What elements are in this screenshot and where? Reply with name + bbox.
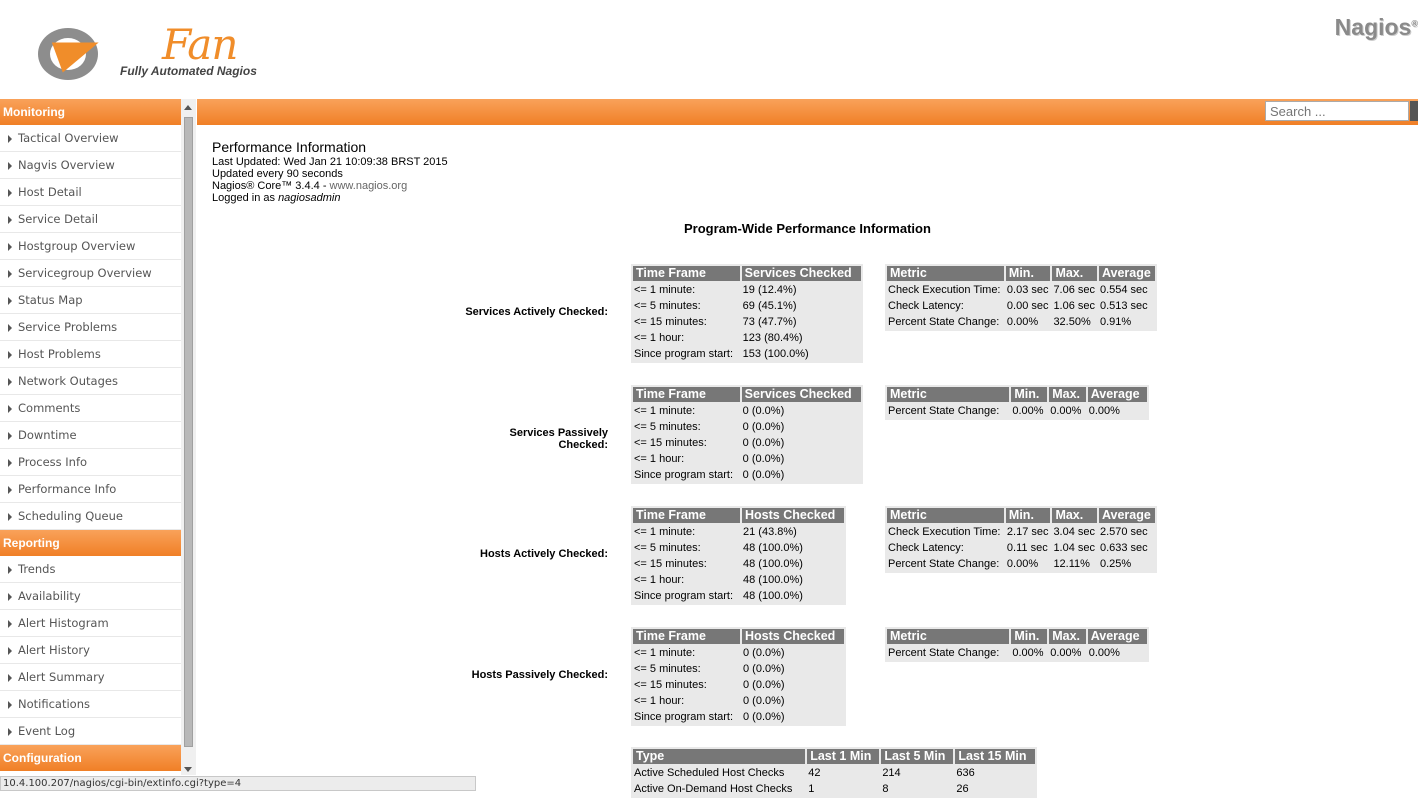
time-frame-table-hosts-actively-checked — [631, 506, 846, 605]
sidebar-item-service-problems[interactable] — [0, 314, 181, 341]
table-row — [633, 283, 861, 297]
sidebar-item-label: Service Problems — [18, 320, 118, 334]
sidebar-item-scheduling-queue[interactable] — [0, 503, 181, 530]
core-version-text: Nagios® Core™ 3.4.4 - — [212, 180, 330, 192]
sidebar-section-reporting[interactable]: Reporting — [0, 530, 181, 556]
caret-right-icon — [8, 432, 12, 440]
table-cell: <= 15 minutes: — [634, 437, 707, 449]
column-header: Metric — [887, 508, 1004, 523]
table-header-row — [887, 508, 1155, 523]
table-row — [633, 646, 844, 660]
column-header: Max. — [1049, 387, 1086, 402]
table-cell: 0 (0.0%) — [742, 405, 785, 417]
sidebar-item-label: Nagvis Overview — [18, 158, 115, 172]
table-cell: 0 (0.0%) — [743, 711, 785, 723]
table-row — [633, 452, 861, 466]
table-cell: 0 (0.0%) — [742, 469, 785, 481]
sidebar-item-comments[interactable] — [0, 395, 181, 422]
table-header-row — [887, 629, 1147, 644]
metric-table-services-actively-checked — [885, 264, 1157, 331]
table-cell: 8 — [882, 783, 889, 795]
sidebar-section-monitoring[interactable]: Monitoring — [0, 99, 181, 125]
time-frame-table-hosts-passively-checked — [631, 627, 846, 726]
fan-wordmark: Fan — [162, 20, 238, 69]
sidebar-item-label: Alert Summary — [18, 670, 105, 684]
sidebar-item-label: Tactical Overview — [18, 131, 119, 145]
core-version — [212, 180, 448, 192]
sidebar-item-servicegroup-overview[interactable] — [0, 260, 181, 287]
sidebar-item-label: Performance Info — [18, 482, 117, 496]
header — [0, 0, 1418, 100]
sidebar-item-process-info[interactable] — [0, 449, 181, 476]
metric-table-hosts-passively-checked — [885, 627, 1149, 662]
table-row — [887, 404, 1147, 418]
table-cell: Since program start: — [634, 348, 734, 360]
caret-right-icon — [8, 378, 12, 386]
table-cell: 0.11 sec — [1006, 542, 1048, 554]
table-cell: 0.00% — [1006, 316, 1039, 328]
last-updated: Last Updated: Wed Jan 21 10:09:38 BRST 2015 — [212, 156, 448, 168]
sidebar-item-label: Network Outages — [18, 374, 118, 388]
sidebar-item-label: Process Info — [18, 455, 88, 469]
column-header: Type — [633, 749, 805, 764]
table-cell: Active Scheduled Host Checks — [634, 767, 785, 779]
program-wide-title: Program-Wide Performance Information — [684, 221, 931, 236]
caret-right-icon — [8, 270, 12, 278]
table-cell: 0 (0.0%) — [743, 663, 785, 675]
table-row — [633, 589, 844, 603]
table-cell: <= 1 hour: — [634, 453, 685, 465]
table-cell: Check Latency: — [888, 542, 964, 554]
section-label-hosts-passively-checked: Hosts Passively Checked: — [471, 669, 608, 681]
table-row — [633, 694, 844, 708]
sidebar-item-label: Hostgroup Overview — [18, 239, 136, 253]
table-cell: 69 (45.1%) — [742, 300, 797, 312]
sidebar-item-host-detail[interactable] — [0, 179, 181, 206]
table-row — [633, 662, 844, 676]
table-row — [887, 557, 1155, 571]
table-cell: Check Execution Time: — [888, 284, 1001, 296]
table-cell: 0.25% — [1099, 558, 1132, 570]
table-cell: 42 — [808, 767, 821, 779]
column-header: Time Frame — [633, 629, 740, 644]
table-row — [633, 420, 861, 434]
monitoring-menu — [0, 125, 181, 530]
table-cell: 0.554 sec — [1099, 284, 1148, 296]
sidebar-item-label: Notifications — [18, 697, 90, 711]
table-cell: 0.00% — [1088, 647, 1120, 659]
sidebar-item-label: Status Map — [18, 293, 83, 307]
table-header-row — [633, 629, 844, 644]
table-cell: 153 (100.0%) — [742, 348, 809, 360]
column-header: Last 15 Min — [955, 749, 1035, 764]
search-button[interactable] — [1410, 101, 1418, 121]
top-menu-bar — [197, 99, 1418, 125]
sidebar-item-label: Servicegroup Overview — [18, 266, 152, 280]
column-header: Max. — [1052, 508, 1097, 523]
table-cell: Since program start: — [634, 711, 734, 723]
sidebar-item-status-map[interactable] — [0, 287, 181, 314]
table-row — [633, 766, 1035, 780]
column-header: Metric — [887, 266, 1004, 281]
column-header: Metric — [887, 629, 1009, 644]
table-cell: 2.570 sec — [1099, 526, 1148, 538]
table-cell: 636 — [956, 767, 975, 779]
time-frame-table-services-actively-checked — [631, 264, 863, 363]
column-header: Min. — [1011, 387, 1047, 402]
caret-right-icon — [8, 459, 12, 467]
table-header-row — [633, 508, 844, 523]
caret-right-icon — [8, 324, 12, 332]
column-header: Hosts Checked — [742, 629, 844, 644]
sidebar-item-label: Service Detail — [18, 212, 99, 226]
table-row — [887, 315, 1155, 329]
column-header: Time Frame — [633, 508, 740, 523]
column-header: Min. — [1011, 629, 1047, 644]
column-header: Time Frame — [633, 387, 740, 402]
column-header: Hosts Checked — [742, 508, 844, 523]
table-header-row — [887, 266, 1155, 281]
reporting-menu — [0, 556, 181, 745]
table-cell: 1 — [808, 783, 815, 795]
sidebar-item-label: Trends — [18, 562, 56, 576]
caret-right-icon — [8, 486, 12, 494]
table-cell: 1.04 sec — [1053, 542, 1096, 554]
table-cell: Percent State Change: — [888, 405, 1000, 417]
caret-right-icon — [8, 593, 12, 601]
table-cell: 0.633 sec — [1099, 542, 1148, 554]
table-header-row — [633, 749, 1035, 764]
metric-table-services-passively-checked — [885, 385, 1149, 420]
table-cell: <= 1 minute: — [634, 405, 696, 417]
sidebar-scrollbar[interactable] — [181, 99, 196, 775]
table-cell: 0.00% — [1050, 647, 1082, 659]
logged-in-as — [212, 192, 448, 204]
column-header: Average — [1088, 387, 1147, 402]
sidebar-item-event-log[interactable] — [0, 718, 181, 745]
nagios-logo[interactable] — [1335, 14, 1418, 41]
sidebar-item-notifications[interactable] — [0, 691, 181, 718]
table-cell: Since program start: — [634, 469, 734, 481]
info-box — [212, 138, 448, 204]
table-row — [633, 347, 861, 361]
caret-right-icon — [8, 701, 12, 709]
refresh-interval: Updated every 90 seconds — [212, 168, 343, 180]
caret-right-icon — [8, 216, 12, 224]
time-frame-table-services-passively-checked — [631, 385, 863, 484]
scroll-up-arrow-icon[interactable] — [184, 105, 192, 110]
table-cell: 7.06 sec — [1053, 284, 1096, 296]
column-header: Last 1 Min — [807, 749, 879, 764]
sidebar-item-label: Comments — [18, 401, 81, 415]
table-cell: <= 1 minute: — [634, 284, 696, 296]
table-cell: 0.513 sec — [1099, 300, 1148, 312]
table-header-row — [633, 387, 861, 402]
table-cell: 0.00% — [1088, 405, 1120, 417]
column-header: Max. — [1052, 266, 1097, 281]
table-row — [887, 299, 1155, 313]
fan-logo[interactable] — [20, 18, 310, 88]
table-cell: 0 (0.0%) — [743, 647, 785, 659]
logged-in-user: nagiosadmin — [278, 192, 341, 204]
column-header: Time Frame — [633, 266, 740, 281]
table-cell: <= 1 minute: — [634, 526, 696, 538]
table-row — [633, 710, 844, 724]
table-row — [633, 573, 844, 587]
table-cell: 73 (47.7%) — [742, 316, 797, 328]
caret-right-icon — [8, 162, 12, 170]
sidebar-item-performance-info[interactable] — [0, 476, 181, 503]
column-header: Average — [1088, 629, 1147, 644]
column-header: Services Checked — [742, 266, 861, 281]
table-cell: 0 (0.0%) — [742, 421, 785, 433]
status-bar-url: 10.4.100.207/nagios/cgi-bin/extinfo.cgi?type=4 — [0, 776, 476, 791]
table-cell: 26 — [956, 783, 969, 795]
caret-right-icon — [8, 135, 12, 143]
table-cell: 48 (100.0%) — [743, 590, 803, 602]
scroll-down-arrow-icon[interactable] — [184, 767, 192, 772]
column-header: Average — [1099, 508, 1155, 523]
logged-in-label: Logged in as — [212, 192, 279, 204]
table-cell: Percent State Change: — [888, 558, 1000, 570]
column-header: Average — [1099, 266, 1155, 281]
caret-right-icon — [8, 297, 12, 305]
nagios-logo-mark: ® — [1411, 18, 1418, 29]
table-row — [887, 541, 1155, 555]
page-title: Performance Information — [212, 139, 367, 155]
table-row — [633, 315, 861, 329]
table-row — [633, 678, 844, 692]
table-cell: <= 15 minutes: — [634, 316, 707, 328]
table-cell: 48 (100.0%) — [743, 574, 803, 586]
table-cell: 2.17 sec — [1006, 526, 1049, 538]
sidebar — [0, 99, 181, 775]
sidebar-item-alert-history[interactable] — [0, 637, 181, 664]
sidebar-section-configuration[interactable]: Configuration — [0, 745, 181, 771]
table-cell: <= 5 minutes: — [634, 300, 701, 312]
sidebar-item-label: Alert History — [18, 643, 90, 657]
sidebar-item-host-problems[interactable] — [0, 341, 181, 368]
column-header: Min. — [1006, 508, 1051, 523]
caret-right-icon — [8, 513, 12, 521]
table-cell: <= 1 hour: — [634, 695, 685, 707]
table-cell: <= 5 minutes: — [634, 542, 701, 554]
table-cell: 0 (0.0%) — [743, 679, 785, 691]
table-row — [633, 331, 861, 345]
table-cell: 32.50% — [1053, 316, 1091, 328]
sidebar-item-label: Downtime — [18, 428, 77, 442]
sidebar-item-trends[interactable] — [0, 556, 181, 583]
table-cell: <= 15 minutes: — [634, 679, 707, 691]
sidebar-item-alert-summary[interactable] — [0, 664, 181, 691]
section-label-services-actively-checked: Services Actively Checked: — [465, 306, 608, 318]
sidebar-item-hostgroup-overview[interactable] — [0, 233, 181, 260]
sidebar-item-label: Scheduling Queue — [18, 509, 123, 523]
table-cell: <= 15 minutes: — [634, 558, 707, 570]
sidebar-item-tactical-overview[interactable] — [0, 125, 181, 152]
table-row — [633, 436, 861, 450]
table-cell: Check Execution Time: — [888, 526, 1001, 538]
table-cell: <= 5 minutes: — [634, 421, 701, 433]
scrollbar-thumb[interactable] — [184, 117, 193, 747]
sidebar-item-label: Host Detail — [18, 185, 82, 199]
table-row — [633, 525, 844, 539]
caret-right-icon — [8, 728, 12, 736]
table-cell: <= 5 minutes: — [634, 663, 701, 675]
metric-table-hosts-actively-checked — [885, 506, 1157, 573]
sidebar-item-availability[interactable] — [0, 583, 181, 610]
table-row — [633, 404, 861, 418]
nagios-logo-text: Nagios — [1334, 14, 1412, 40]
caret-right-icon — [8, 647, 12, 655]
section-label-services-passively-checked: Services Passively Checked: — [509, 427, 608, 451]
table-cell: 48 (100.0%) — [743, 542, 803, 554]
table-cell: 0.00% — [1050, 405, 1082, 417]
table-row — [887, 646, 1147, 660]
fan-tagline: Fully Automated Nagios — [120, 64, 257, 78]
table-cell: 0.91% — [1099, 316, 1132, 328]
table-cell: <= 1 minute: — [634, 647, 696, 659]
table-cell: 21 (43.8%) — [743, 526, 797, 538]
table-cell: 0 (0.0%) — [742, 437, 785, 449]
caret-right-icon — [8, 620, 12, 628]
caret-right-icon — [8, 405, 12, 413]
column-header: Min. — [1006, 266, 1051, 281]
table-cell: 0.03 sec — [1006, 284, 1049, 296]
sidebar-item-service-detail[interactable] — [0, 206, 181, 233]
sidebar-item-label: Event Log — [18, 724, 76, 738]
table-cell: 214 — [882, 767, 901, 779]
table-cell: Active On-Demand Host Checks — [634, 783, 793, 795]
table-header-row — [633, 266, 861, 281]
caret-right-icon — [8, 566, 12, 574]
table-cell: <= 1 hour: — [634, 332, 685, 344]
sidebar-item-label: Alert Histogram — [18, 616, 109, 630]
sidebar-item-downtime[interactable] — [0, 422, 181, 449]
table-cell: 123 (80.4%) — [742, 332, 803, 344]
sidebar-item-label: Host Problems — [18, 347, 101, 361]
sidebar-item-network-outages[interactable] — [0, 368, 181, 395]
table-cell: 0.00 sec — [1006, 300, 1049, 312]
table-cell: 48 (100.0%) — [743, 558, 803, 570]
table-cell: 0 (0.0%) — [743, 695, 785, 707]
column-header: Max. — [1049, 629, 1086, 644]
column-header: Metric — [887, 387, 1009, 402]
table-header-row — [887, 387, 1147, 402]
table-cell: <= 1 hour: — [634, 574, 685, 586]
table-cell: Check Latency: — [888, 300, 964, 312]
caret-right-icon — [8, 674, 12, 682]
table-cell: 0.00% — [1012, 405, 1044, 417]
section-label-hosts-actively-checked: Hosts Actively Checked: — [480, 548, 608, 560]
search-input[interactable] — [1265, 101, 1409, 121]
caret-right-icon — [8, 351, 12, 359]
table-row — [887, 283, 1155, 297]
table-row — [633, 541, 844, 555]
table-cell: 12.11% — [1053, 558, 1090, 570]
sidebar-item-label: Availability — [18, 589, 81, 603]
column-header: Last 5 Min — [881, 749, 953, 764]
table-row — [633, 299, 861, 313]
table-cell: 0.00% — [1012, 647, 1044, 659]
nagios-link[interactable]: www.nagios.org — [329, 180, 408, 192]
table-cell: 19 (12.4%) — [742, 284, 797, 296]
column-header: Services Checked — [742, 387, 861, 402]
table-cell: Percent State Change: — [888, 316, 1000, 328]
table-row — [633, 468, 861, 482]
table-cell: 0 (0.0%) — [742, 453, 785, 465]
caret-right-icon — [8, 189, 12, 197]
table-cell: 0.00% — [1006, 558, 1039, 570]
table-row — [633, 557, 844, 571]
sidebar-item-nagvis-overview[interactable] — [0, 152, 181, 179]
table-row — [633, 782, 1035, 796]
table-row — [887, 525, 1155, 539]
table-cell: Since program start: — [634, 590, 734, 602]
sidebar-item-alert-histogram[interactable] — [0, 610, 181, 637]
check-statistics-table — [631, 747, 1037, 798]
caret-right-icon — [8, 243, 12, 251]
table-cell: Percent State Change: — [888, 647, 1000, 659]
table-cell: 1.06 sec — [1053, 300, 1096, 312]
table-cell: 3.04 sec — [1053, 526, 1096, 538]
